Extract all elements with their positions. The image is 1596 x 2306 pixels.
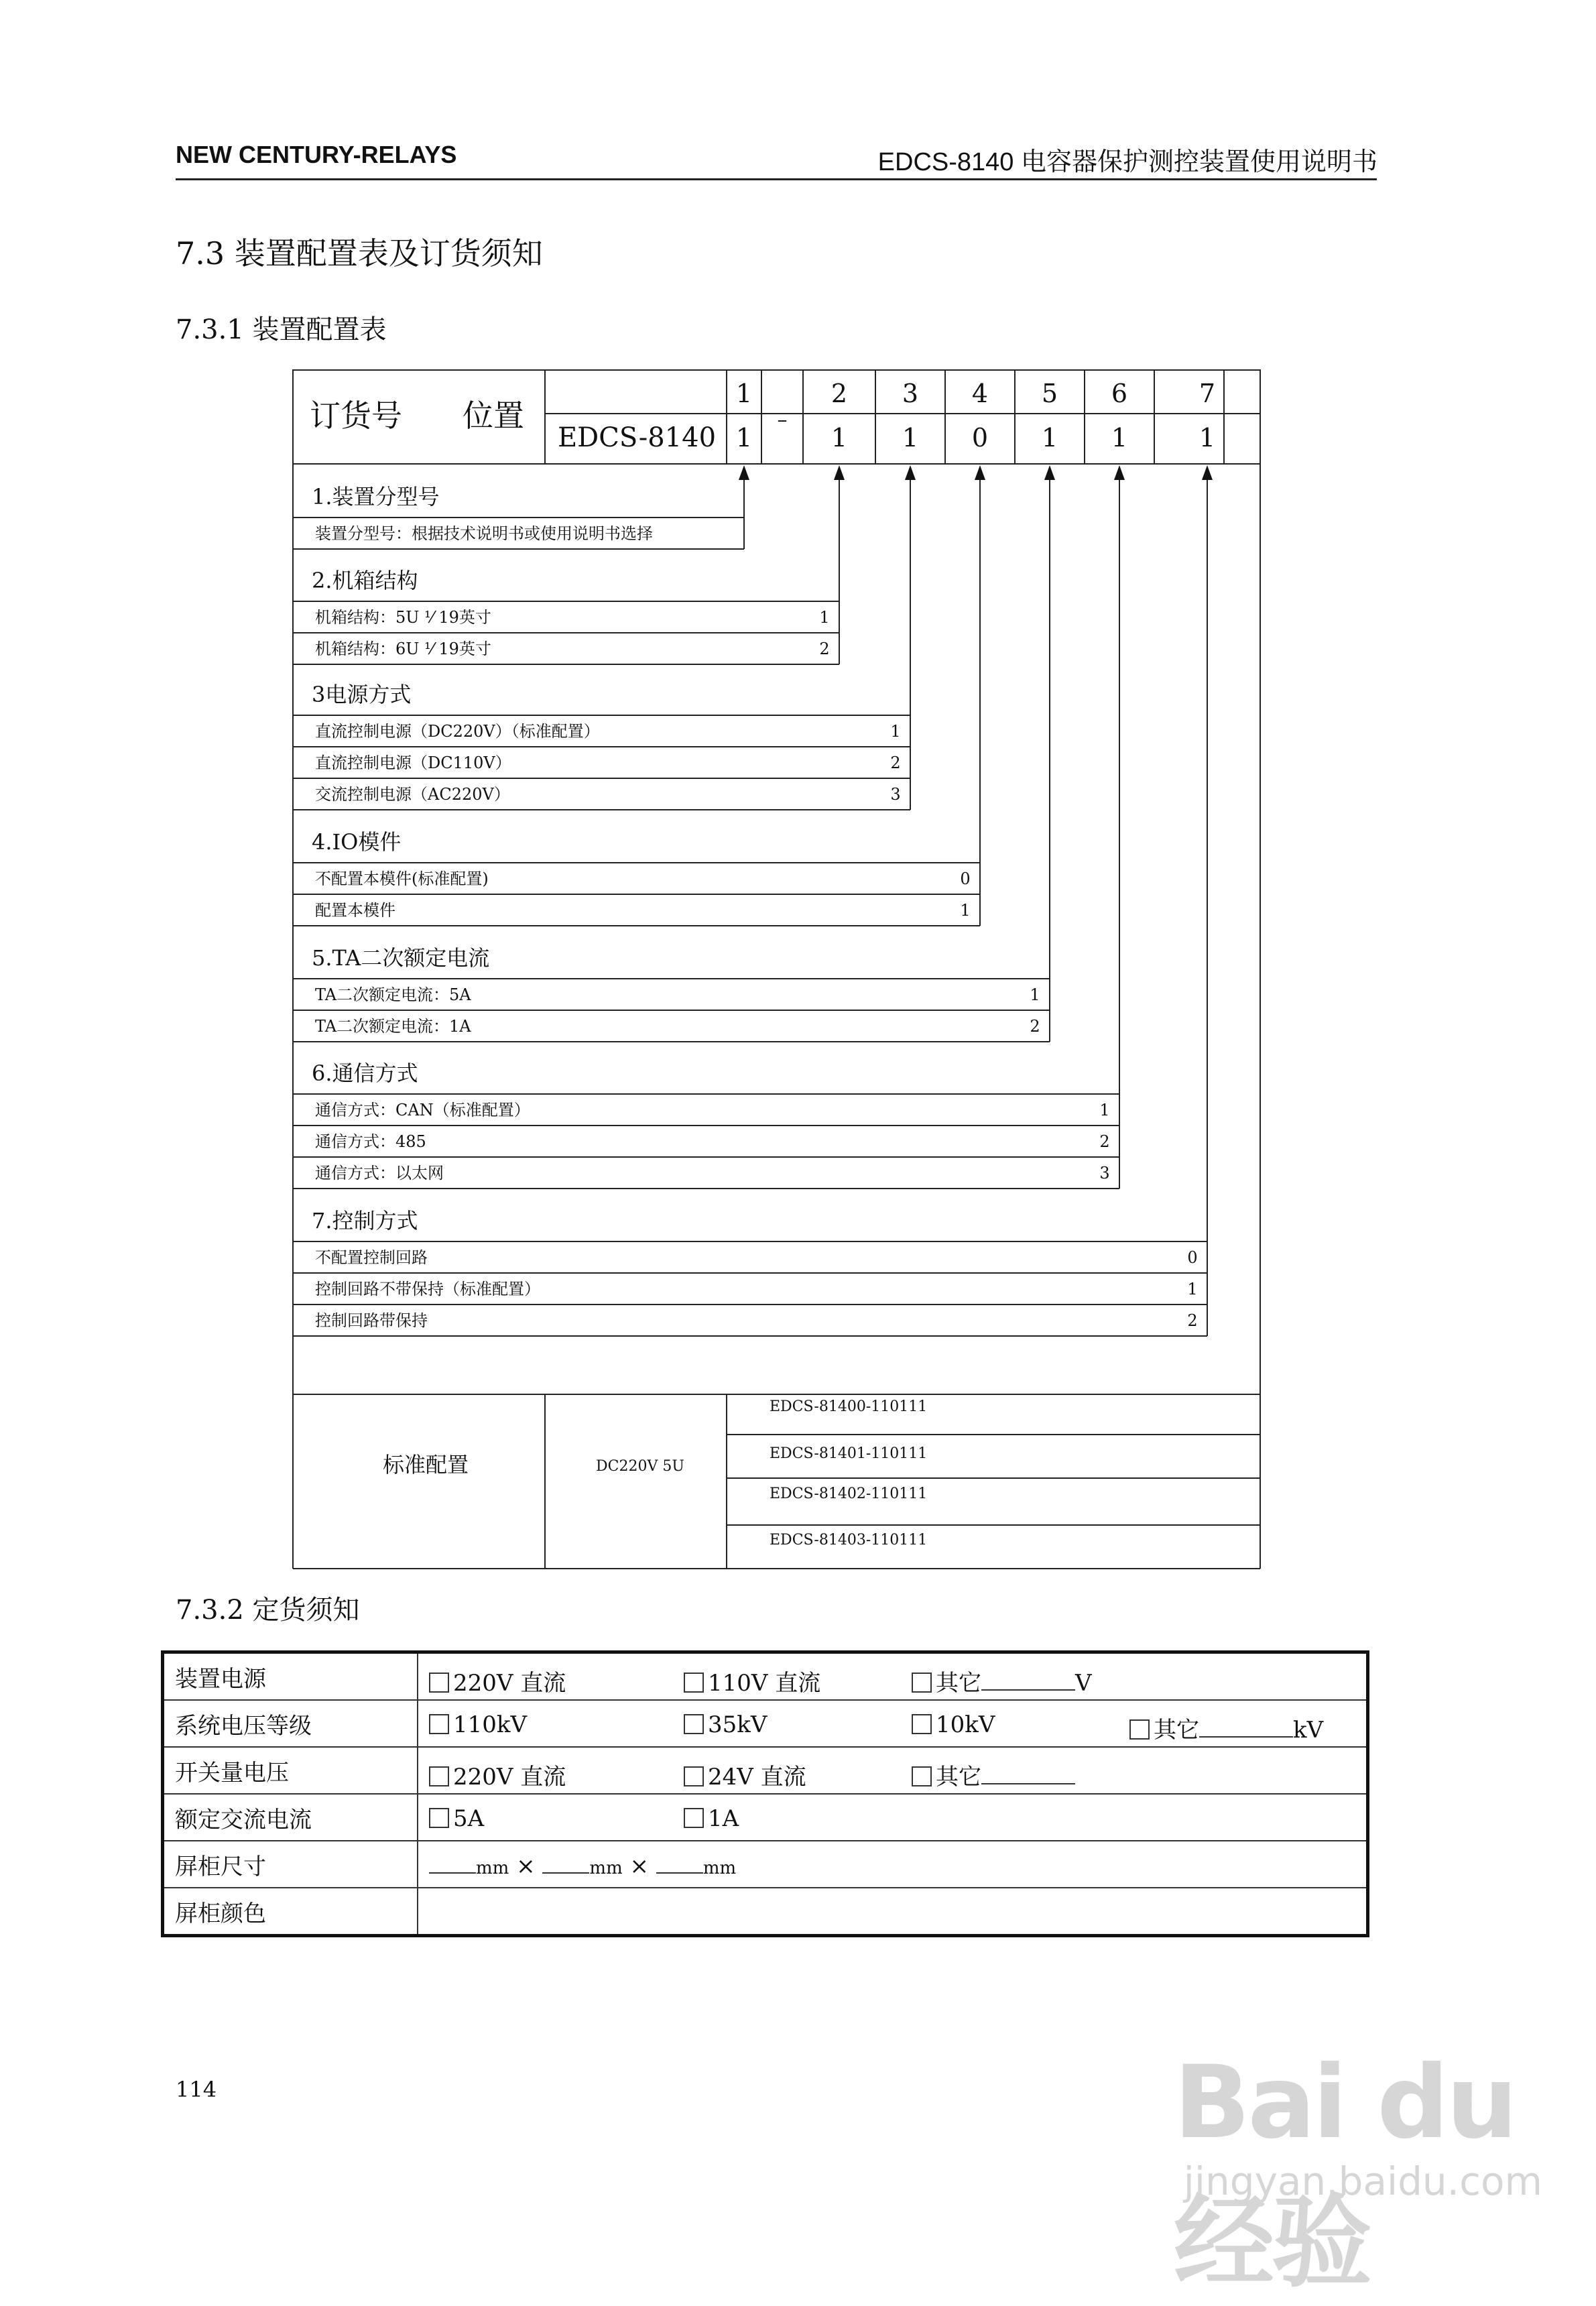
order-option-label: 35kV bbox=[708, 1711, 768, 1738]
page-number: 114 bbox=[176, 2077, 217, 2102]
config-option-text: 直流控制电源（DC220V）（标准配置） bbox=[315, 722, 600, 741]
checkbox-icon[interactable] bbox=[429, 1808, 449, 1828]
config-option-text: 通信方式：以太网 bbox=[315, 1164, 444, 1182]
standard-code-2: EDCS-81401-110111 bbox=[770, 1445, 928, 1462]
config-option-code: 2 bbox=[819, 640, 830, 658]
config-option-text: 机箱结构：5U ⅟ 19英寸 bbox=[315, 608, 491, 627]
order-unit: kV bbox=[1293, 1717, 1324, 1744]
config-group-title-5: 5.TA二次额定电流 bbox=[312, 945, 490, 971]
watermark-logo: Bai du 经验 bbox=[1174, 2045, 1516, 2301]
config-position-4: 4 bbox=[971, 379, 989, 408]
config-code-7: 1 bbox=[1199, 423, 1216, 452]
config-code-1: 1 bbox=[735, 423, 753, 452]
order-row-label: 额定交流电流 bbox=[163, 1794, 418, 1841]
subsection-config-table: 7.3.1 装置配置表 bbox=[176, 314, 387, 345]
order-row-options bbox=[418, 1794, 1368, 1841]
config-group-title-1: 1.装置分型号 bbox=[312, 484, 440, 509]
config-option-code: 0 bbox=[1187, 1248, 1198, 1267]
blank-line bbox=[981, 1763, 1075, 1784]
config-position-3: 3 bbox=[902, 379, 919, 408]
config-option-text: 控制回路带保持 bbox=[315, 1311, 428, 1330]
config-arrow-2 bbox=[834, 465, 845, 480]
config-arrow-3 bbox=[905, 465, 916, 480]
order-row-options bbox=[418, 1841, 1368, 1888]
config-group-title-6: 6.通信方式 bbox=[312, 1060, 418, 1086]
watermark bbox=[1174, 2045, 1549, 2301]
checkbox-icon[interactable] bbox=[429, 1714, 449, 1734]
config-option-code: 1 bbox=[890, 722, 901, 741]
order-unit: V bbox=[1075, 1670, 1092, 1697]
config-option-text: 不配置本模件(标准配置) bbox=[315, 869, 489, 888]
times-sign: × bbox=[509, 1853, 543, 1880]
order-row bbox=[163, 1700, 1368, 1747]
dimension-unit: mm bbox=[702, 1858, 737, 1878]
order-option-label: 220V 直流 bbox=[453, 1670, 566, 1697]
checkbox-icon[interactable] bbox=[684, 1714, 704, 1734]
blank-line bbox=[1199, 1716, 1293, 1738]
config-label-position: 位置 bbox=[463, 398, 524, 434]
order-option bbox=[684, 1664, 820, 1697]
order-option bbox=[684, 1758, 806, 1791]
config-option-code: 2 bbox=[1099, 1132, 1110, 1151]
config-option-text: 控制回路不带保持（标准配置） bbox=[315, 1280, 540, 1298]
config-arrow-7 bbox=[1202, 465, 1213, 480]
standard-code-3: EDCS-81402-110111 bbox=[770, 1485, 928, 1502]
order-option bbox=[912, 1711, 995, 1738]
checkbox-icon[interactable] bbox=[684, 1673, 704, 1693]
config-option-code: 1 bbox=[960, 901, 971, 920]
config-arrow-5 bbox=[1044, 465, 1055, 480]
order-row-label: 系统电压等级 bbox=[163, 1700, 418, 1747]
config-arrow-6 bbox=[1114, 465, 1125, 480]
checkbox-icon[interactable] bbox=[912, 1766, 932, 1786]
order-option bbox=[684, 1711, 767, 1738]
order-option bbox=[1129, 1711, 1323, 1744]
config-option-code: 1 bbox=[819, 608, 830, 627]
config-option-code: 0 bbox=[960, 869, 971, 888]
config-option-text: TA二次额定电流：5A bbox=[315, 985, 471, 1004]
order-row bbox=[163, 1888, 1368, 1936]
order-option-label: 110V 直流 bbox=[708, 1670, 821, 1697]
config-option-text: 装置分型号：根据技术说明书或使用说明书选择 bbox=[315, 524, 653, 543]
order-option-label: 220V 直流 bbox=[453, 1764, 566, 1791]
order-option-label: 24V 直流 bbox=[708, 1764, 806, 1791]
config-option-text: 直流控制电源（DC110V） bbox=[315, 753, 511, 772]
config-option-text: 机箱结构：6U ⅟ 19英寸 bbox=[315, 640, 491, 658]
config-group-title-2: 2.机箱结构 bbox=[312, 568, 418, 593]
subsection-order-notes: 7.3.2 定货须知 bbox=[176, 1595, 360, 1626]
dimension-unit: mm bbox=[476, 1858, 509, 1878]
config-option-code: 1 bbox=[1099, 1101, 1110, 1119]
standard-code-4: EDCS-81403-110111 bbox=[770, 1532, 928, 1549]
header-manual-title: EDCS-8140 电容器保护测控装置使用说明书 bbox=[877, 148, 1377, 176]
order-option bbox=[429, 1758, 566, 1791]
times-sign: × bbox=[622, 1853, 656, 1880]
order-option bbox=[912, 1664, 1092, 1697]
order-row-options bbox=[418, 1700, 1368, 1747]
order-option-label: 1A bbox=[708, 1805, 739, 1832]
order-row-label: 开关量电压 bbox=[163, 1747, 418, 1794]
config-group-title-4: 4.IO模件 bbox=[312, 829, 402, 855]
config-option-code: 2 bbox=[1030, 1017, 1040, 1036]
checkbox-icon[interactable] bbox=[684, 1808, 704, 1828]
config-code-5: 1 bbox=[1041, 423, 1058, 452]
config-code-6: 1 bbox=[1111, 423, 1128, 452]
order-option bbox=[429, 1711, 527, 1738]
blank-line bbox=[981, 1669, 1075, 1691]
config-option-code: 1 bbox=[1187, 1280, 1198, 1298]
config-label-order: 订货号 bbox=[310, 398, 402, 434]
standard-spec: DC220V 5U bbox=[596, 1458, 684, 1475]
checkbox-icon[interactable] bbox=[1129, 1719, 1150, 1740]
config-option-text: 通信方式：485 bbox=[315, 1132, 426, 1151]
config-position-7: 7 bbox=[1199, 379, 1216, 408]
order-row-options bbox=[418, 1747, 1368, 1794]
order-option bbox=[429, 1664, 566, 1697]
config-group-title-3: 3电源方式 bbox=[312, 682, 412, 707]
config-option-code: 2 bbox=[890, 753, 901, 772]
order-option-label: 5A bbox=[453, 1805, 485, 1832]
order-row-label: 屏柜颜色 bbox=[163, 1888, 418, 1936]
config-option-code: 2 bbox=[1187, 1311, 1198, 1330]
dimension-unit: mm bbox=[589, 1858, 623, 1878]
order-row bbox=[163, 1841, 1368, 1888]
blank-line bbox=[429, 1852, 476, 1874]
order-option bbox=[429, 1805, 484, 1832]
watermark-url: jingyan.baidu.com bbox=[1183, 2159, 1542, 2204]
config-option-text: 配置本模件 bbox=[315, 901, 395, 920]
order-row bbox=[163, 1747, 1368, 1794]
config-code-2: 1 bbox=[831, 423, 848, 452]
config-code-4: 0 bbox=[971, 423, 989, 452]
config-position-1: 1 bbox=[735, 379, 753, 408]
config-model: EDCS-8140 bbox=[557, 422, 717, 453]
config-position-6: 6 bbox=[1111, 379, 1128, 408]
config-arrow-4 bbox=[975, 465, 985, 480]
order-option-label: 其它 bbox=[1154, 1717, 1199, 1744]
header-company: NEW CENTURY-RELAYS bbox=[176, 141, 457, 168]
order-row-options bbox=[418, 1652, 1368, 1701]
order-row-label: 屏柜尺寸 bbox=[163, 1841, 418, 1888]
blank-line bbox=[656, 1852, 703, 1874]
section-title: 7.3 装置配置表及订货须知 bbox=[176, 235, 543, 271]
checkbox-icon[interactable] bbox=[912, 1714, 932, 1734]
order-option-label: 其它 bbox=[936, 1764, 981, 1791]
order-row-options bbox=[418, 1888, 1368, 1936]
config-position-2: 2 bbox=[831, 379, 848, 408]
config-position-5: 5 bbox=[1041, 379, 1058, 408]
config-option-code: 1 bbox=[1030, 985, 1040, 1004]
order-row bbox=[163, 1652, 1368, 1701]
checkbox-icon[interactable] bbox=[429, 1766, 449, 1786]
config-dash: – bbox=[777, 408, 788, 432]
config-option-code: 3 bbox=[1099, 1164, 1110, 1182]
config-option-code: 3 bbox=[890, 785, 901, 804]
checkbox-icon[interactable] bbox=[912, 1673, 932, 1693]
order-option-label: 10kV bbox=[936, 1711, 995, 1738]
order-option bbox=[684, 1805, 739, 1832]
config-arrow-1 bbox=[739, 465, 749, 480]
checkbox-icon[interactable] bbox=[684, 1766, 704, 1786]
order-notes-table bbox=[161, 1650, 1369, 1937]
config-group-title-7: 7.控制方式 bbox=[312, 1208, 418, 1233]
checkbox-icon[interactable] bbox=[429, 1673, 449, 1693]
order-row bbox=[163, 1794, 1368, 1841]
order-option bbox=[912, 1758, 1075, 1791]
order-option-label: 110kV bbox=[453, 1711, 528, 1738]
config-code-3: 1 bbox=[902, 423, 919, 452]
blank-line bbox=[542, 1852, 589, 1874]
order-option-label: 其它 bbox=[936, 1670, 981, 1697]
standard-label: 标准配置 bbox=[382, 1452, 469, 1477]
config-option-text: TA二次额定电流：1A bbox=[315, 1017, 471, 1036]
config-option-text: 不配置控制回路 bbox=[315, 1248, 428, 1267]
dimension-entry bbox=[429, 1852, 736, 1880]
config-option-text: 通信方式：CAN（标准配置） bbox=[315, 1101, 530, 1119]
order-row-label: 装置电源 bbox=[163, 1652, 418, 1701]
config-option-text: 交流控制电源（AC220V） bbox=[315, 785, 510, 804]
standard-code-1: EDCS-81400-110111 bbox=[770, 1398, 928, 1415]
